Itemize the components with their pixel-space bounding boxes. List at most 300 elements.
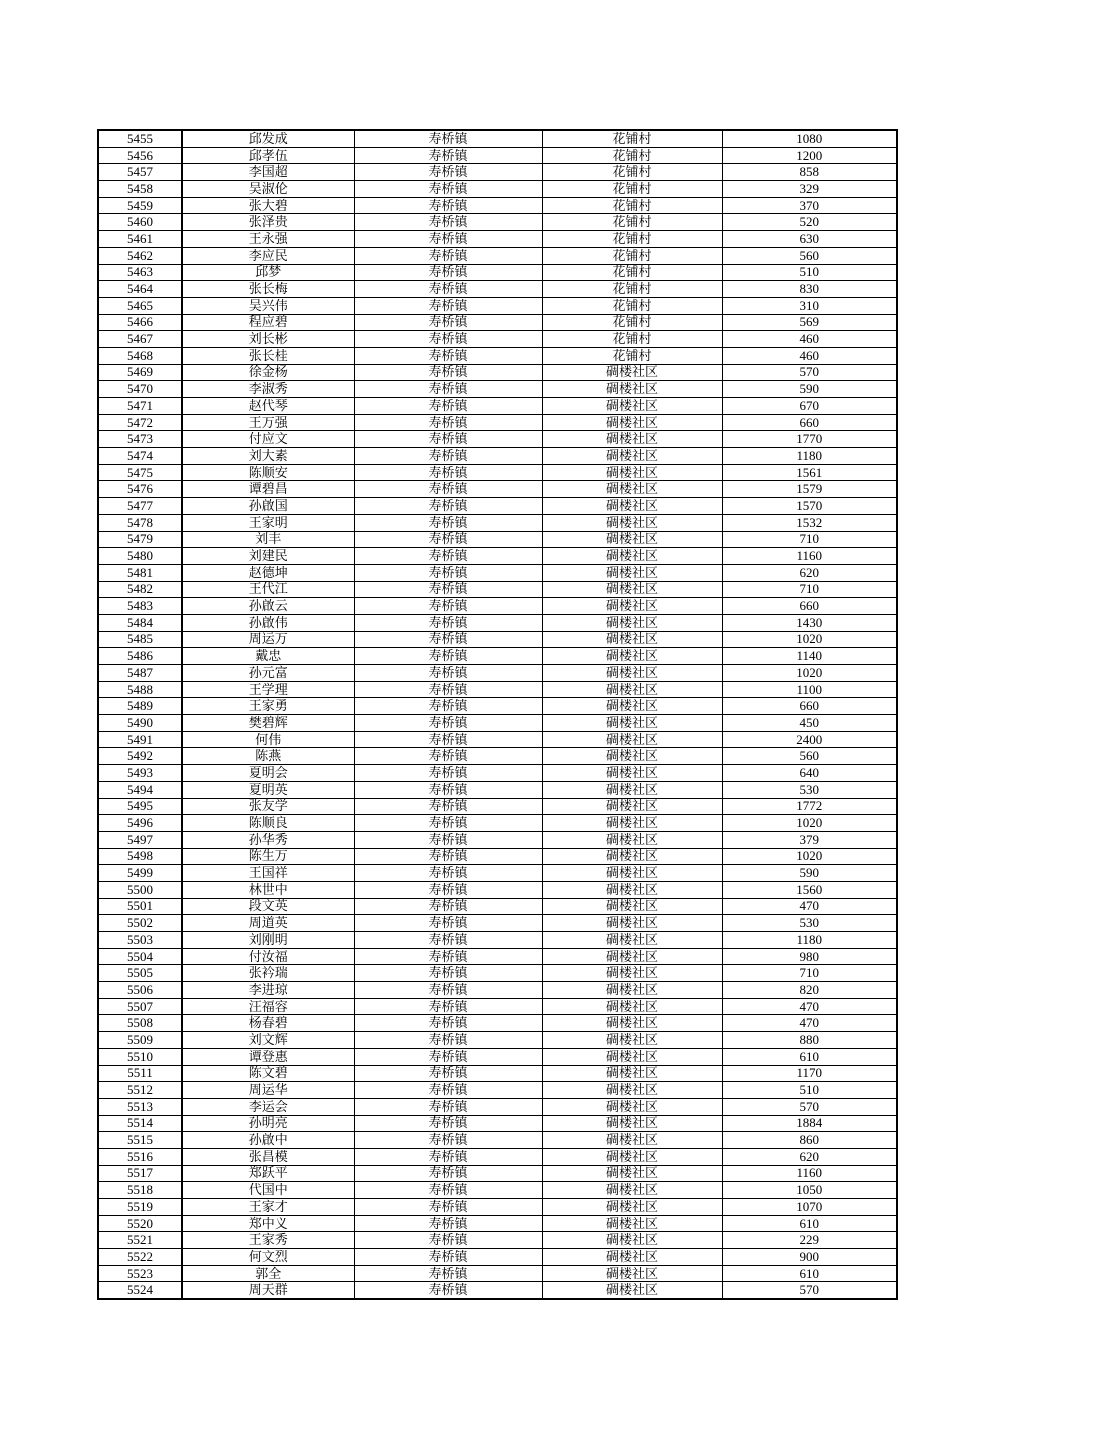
cell-amount: 460 bbox=[722, 347, 897, 364]
cell-row-number: 5484 bbox=[98, 614, 182, 631]
table-row bbox=[98, 347, 897, 364]
cell-amount: 610 bbox=[722, 1265, 897, 1282]
cell-town: 寿桥镇 bbox=[354, 281, 542, 298]
cell-person-name: 徐金杨 bbox=[182, 364, 354, 381]
cell-amount: 1560 bbox=[722, 881, 897, 898]
cell-town: 寿桥镇 bbox=[354, 865, 542, 882]
cell-amount: 1170 bbox=[722, 1065, 897, 1082]
cell-village: 碉楼社区 bbox=[542, 1148, 722, 1165]
cell-town: 寿桥镇 bbox=[354, 314, 542, 331]
cell-row-number: 5463 bbox=[98, 264, 182, 281]
cell-town: 寿桥镇 bbox=[354, 581, 542, 598]
cell-village: 碉楼社区 bbox=[542, 765, 722, 782]
table-row bbox=[98, 781, 897, 798]
cell-row-number: 5498 bbox=[98, 848, 182, 865]
table-row bbox=[98, 1048, 897, 1065]
cell-person-name: 刘刚明 bbox=[182, 932, 354, 949]
cell-person-name: 孙啟国 bbox=[182, 498, 354, 515]
table-row bbox=[98, 1115, 897, 1132]
cell-row-number: 5524 bbox=[98, 1282, 182, 1299]
cell-row-number: 5520 bbox=[98, 1215, 182, 1232]
cell-amount: 610 bbox=[722, 1048, 897, 1065]
cell-row-number: 5497 bbox=[98, 831, 182, 848]
cell-village: 碉楼社区 bbox=[542, 798, 722, 815]
table-row bbox=[98, 598, 897, 615]
cell-town: 寿桥镇 bbox=[354, 548, 542, 565]
cell-village: 碉楼社区 bbox=[542, 1265, 722, 1282]
cell-row-number: 5521 bbox=[98, 1232, 182, 1249]
cell-person-name: 张大碧 bbox=[182, 197, 354, 214]
cell-town: 寿桥镇 bbox=[354, 231, 542, 248]
table-row bbox=[98, 948, 897, 965]
table-row bbox=[98, 915, 897, 932]
cell-person-name: 樊碧辉 bbox=[182, 715, 354, 732]
table-row bbox=[98, 1182, 897, 1199]
cell-row-number: 5504 bbox=[98, 948, 182, 965]
cell-town: 寿桥镇 bbox=[354, 531, 542, 548]
cell-person-name: 王家明 bbox=[182, 514, 354, 531]
cell-row-number: 5517 bbox=[98, 1165, 182, 1182]
cell-town: 寿桥镇 bbox=[354, 848, 542, 865]
cell-row-number: 5518 bbox=[98, 1182, 182, 1199]
cell-row-number: 5467 bbox=[98, 331, 182, 348]
cell-amount: 1180 bbox=[722, 448, 897, 465]
cell-village: 花铺村 bbox=[542, 247, 722, 264]
cell-village: 碉楼社区 bbox=[542, 1098, 722, 1115]
cell-person-name: 王学理 bbox=[182, 681, 354, 698]
cell-row-number: 5489 bbox=[98, 698, 182, 715]
cell-row-number: 5511 bbox=[98, 1065, 182, 1082]
cell-person-name: 汪福容 bbox=[182, 998, 354, 1015]
table-row bbox=[98, 1232, 897, 1249]
table-row bbox=[98, 831, 897, 848]
cell-town: 寿桥镇 bbox=[354, 514, 542, 531]
cell-town: 寿桥镇 bbox=[354, 665, 542, 682]
cell-amount: 310 bbox=[722, 297, 897, 314]
cell-town: 寿桥镇 bbox=[354, 1182, 542, 1199]
table-row bbox=[98, 815, 897, 832]
cell-village: 碉楼社区 bbox=[542, 481, 722, 498]
cell-town: 寿桥镇 bbox=[354, 464, 542, 481]
cell-amount: 610 bbox=[722, 1215, 897, 1232]
table-row bbox=[98, 214, 897, 231]
cell-row-number: 5507 bbox=[98, 998, 182, 1015]
cell-amount: 1140 bbox=[722, 648, 897, 665]
cell-town: 寿桥镇 bbox=[354, 614, 542, 631]
cell-person-name: 王代江 bbox=[182, 581, 354, 598]
cell-village: 碉楼社区 bbox=[542, 1232, 722, 1249]
cell-village: 碉楼社区 bbox=[542, 831, 722, 848]
cell-amount: 229 bbox=[722, 1232, 897, 1249]
cell-person-name: 谭登惠 bbox=[182, 1048, 354, 1065]
table-row bbox=[98, 1015, 897, 1032]
table-row bbox=[98, 464, 897, 481]
cell-amount: 710 bbox=[722, 531, 897, 548]
cell-amount: 1200 bbox=[722, 147, 897, 164]
cell-person-name: 李国超 bbox=[182, 164, 354, 181]
cell-town: 寿桥镇 bbox=[354, 1282, 542, 1299]
cell-row-number: 5474 bbox=[98, 448, 182, 465]
cell-person-name: 周天群 bbox=[182, 1282, 354, 1299]
cell-person-name: 孙华秀 bbox=[182, 831, 354, 848]
cell-amount: 590 bbox=[722, 381, 897, 398]
cell-person-name: 吴淑伦 bbox=[182, 181, 354, 198]
cell-person-name: 程应碧 bbox=[182, 314, 354, 331]
cell-town: 寿桥镇 bbox=[354, 564, 542, 581]
table-row bbox=[98, 264, 897, 281]
cell-town: 寿桥镇 bbox=[354, 1232, 542, 1249]
table-row bbox=[98, 998, 897, 1015]
cell-town: 寿桥镇 bbox=[354, 1032, 542, 1049]
cell-town: 寿桥镇 bbox=[354, 264, 542, 281]
cell-person-name: 孙啟中 bbox=[182, 1132, 354, 1149]
cell-row-number: 5508 bbox=[98, 1015, 182, 1032]
cell-person-name: 孙元富 bbox=[182, 665, 354, 682]
cell-amount: 1080 bbox=[722, 130, 897, 147]
cell-person-name: 邱孝伍 bbox=[182, 147, 354, 164]
cell-person-name: 郑跃平 bbox=[182, 1165, 354, 1182]
cell-amount: 590 bbox=[722, 865, 897, 882]
cell-person-name: 张长梅 bbox=[182, 281, 354, 298]
cell-amount: 1160 bbox=[722, 548, 897, 565]
table-row bbox=[98, 848, 897, 865]
cell-amount: 560 bbox=[722, 247, 897, 264]
cell-town: 寿桥镇 bbox=[354, 147, 542, 164]
table-row bbox=[98, 414, 897, 431]
table-row bbox=[98, 1148, 897, 1165]
cell-town: 寿桥镇 bbox=[354, 748, 542, 765]
cell-row-number: 5494 bbox=[98, 781, 182, 798]
cell-town: 寿桥镇 bbox=[354, 1015, 542, 1032]
cell-row-number: 5512 bbox=[98, 1082, 182, 1099]
table-row bbox=[98, 681, 897, 698]
cell-person-name: 夏明会 bbox=[182, 765, 354, 782]
cell-row-number: 5491 bbox=[98, 731, 182, 748]
cell-row-number: 5465 bbox=[98, 297, 182, 314]
cell-town: 寿桥镇 bbox=[354, 364, 542, 381]
cell-amount: 820 bbox=[722, 982, 897, 999]
cell-amount: 830 bbox=[722, 281, 897, 298]
cell-row-number: 5488 bbox=[98, 681, 182, 698]
cell-village: 碉楼社区 bbox=[542, 1249, 722, 1266]
cell-amount: 1020 bbox=[722, 665, 897, 682]
cell-row-number: 5477 bbox=[98, 498, 182, 515]
cell-person-name: 林世中 bbox=[182, 881, 354, 898]
cell-amount: 1020 bbox=[722, 815, 897, 832]
table-row bbox=[98, 398, 897, 415]
cell-village: 花铺村 bbox=[542, 297, 722, 314]
table-row bbox=[98, 564, 897, 581]
cell-row-number: 5509 bbox=[98, 1032, 182, 1049]
cell-village: 碉楼社区 bbox=[542, 431, 722, 448]
table-row bbox=[98, 965, 897, 982]
cell-amount: 520 bbox=[722, 214, 897, 231]
cell-village: 花铺村 bbox=[542, 197, 722, 214]
cell-village: 碉楼社区 bbox=[542, 781, 722, 798]
cell-village: 碉楼社区 bbox=[542, 915, 722, 932]
cell-town: 寿桥镇 bbox=[354, 881, 542, 898]
cell-row-number: 5460 bbox=[98, 214, 182, 231]
cell-amount: 570 bbox=[722, 1282, 897, 1299]
cell-amount: 370 bbox=[722, 197, 897, 214]
cell-amount: 1050 bbox=[722, 1182, 897, 1199]
cell-town: 寿桥镇 bbox=[354, 1065, 542, 1082]
cell-amount: 1561 bbox=[722, 464, 897, 481]
cell-town: 寿桥镇 bbox=[354, 948, 542, 965]
cell-town: 寿桥镇 bbox=[354, 414, 542, 431]
table-row bbox=[98, 1215, 897, 1232]
cell-person-name: 刘长彬 bbox=[182, 331, 354, 348]
table-row bbox=[98, 881, 897, 898]
cell-amount: 1070 bbox=[722, 1199, 897, 1216]
cell-village: 碉楼社区 bbox=[542, 932, 722, 949]
cell-person-name: 郑中义 bbox=[182, 1215, 354, 1232]
cell-village: 碉楼社区 bbox=[542, 848, 722, 865]
cell-person-name: 李淑秀 bbox=[182, 381, 354, 398]
cell-village: 碉楼社区 bbox=[542, 1282, 722, 1299]
cell-amount: 1770 bbox=[722, 431, 897, 448]
table-row bbox=[98, 481, 897, 498]
table-row bbox=[98, 698, 897, 715]
table-row bbox=[98, 631, 897, 648]
cell-town: 寿桥镇 bbox=[354, 982, 542, 999]
cell-person-name: 陈顺安 bbox=[182, 464, 354, 481]
cell-person-name: 陈顺良 bbox=[182, 815, 354, 832]
table-row bbox=[98, 1165, 897, 1182]
table-row bbox=[98, 1265, 897, 1282]
cell-town: 寿桥镇 bbox=[354, 932, 542, 949]
cell-row-number: 5455 bbox=[98, 130, 182, 147]
cell-amount: 1020 bbox=[722, 848, 897, 865]
cell-village: 碉楼社区 bbox=[542, 1165, 722, 1182]
cell-village: 碉楼社区 bbox=[542, 1015, 722, 1032]
cell-amount: 620 bbox=[722, 564, 897, 581]
cell-town: 寿桥镇 bbox=[354, 431, 542, 448]
cell-town: 寿桥镇 bbox=[354, 1165, 542, 1182]
cell-amount: 470 bbox=[722, 898, 897, 915]
cell-person-name: 张衿瑞 bbox=[182, 965, 354, 982]
cell-amount: 530 bbox=[722, 915, 897, 932]
table-row bbox=[98, 531, 897, 548]
table-row bbox=[98, 715, 897, 732]
table-row bbox=[98, 281, 897, 298]
cell-village: 碉楼社区 bbox=[542, 598, 722, 615]
cell-row-number: 5487 bbox=[98, 665, 182, 682]
table-row bbox=[98, 932, 897, 949]
table-row bbox=[98, 614, 897, 631]
cell-row-number: 5485 bbox=[98, 631, 182, 648]
cell-amount: 1160 bbox=[722, 1165, 897, 1182]
cell-town: 寿桥镇 bbox=[354, 1132, 542, 1149]
cell-town: 寿桥镇 bbox=[354, 197, 542, 214]
cell-row-number: 5501 bbox=[98, 898, 182, 915]
cell-person-name: 代国中 bbox=[182, 1182, 354, 1199]
cell-village: 花铺村 bbox=[542, 281, 722, 298]
cell-town: 寿桥镇 bbox=[354, 765, 542, 782]
cell-amount: 900 bbox=[722, 1249, 897, 1266]
table-row bbox=[98, 231, 897, 248]
cell-amount: 710 bbox=[722, 965, 897, 982]
cell-person-name: 刘文辉 bbox=[182, 1032, 354, 1049]
cell-town: 寿桥镇 bbox=[354, 1249, 542, 1266]
cell-village: 碉楼社区 bbox=[542, 1132, 722, 1149]
cell-person-name: 周运华 bbox=[182, 1082, 354, 1099]
cell-amount: 530 bbox=[722, 781, 897, 798]
cell-village: 碉楼社区 bbox=[542, 614, 722, 631]
data-table bbox=[97, 129, 898, 1300]
cell-village: 碉楼社区 bbox=[542, 548, 722, 565]
table-row bbox=[98, 1249, 897, 1266]
cell-amount: 379 bbox=[722, 831, 897, 848]
cell-town: 寿桥镇 bbox=[354, 498, 542, 515]
cell-person-name: 刘建民 bbox=[182, 548, 354, 565]
cell-village: 碉楼社区 bbox=[542, 414, 722, 431]
cell-town: 寿桥镇 bbox=[354, 815, 542, 832]
table-body bbox=[98, 130, 897, 1299]
cell-village: 碉楼社区 bbox=[542, 1048, 722, 1065]
cell-person-name: 邱梦 bbox=[182, 264, 354, 281]
cell-village: 碉楼社区 bbox=[542, 464, 722, 481]
cell-row-number: 5505 bbox=[98, 965, 182, 982]
cell-amount: 660 bbox=[722, 414, 897, 431]
cell-village: 碉楼社区 bbox=[542, 998, 722, 1015]
cell-village: 碉楼社区 bbox=[542, 564, 722, 581]
table-row bbox=[98, 1082, 897, 1099]
cell-amount: 1570 bbox=[722, 498, 897, 515]
cell-row-number: 5466 bbox=[98, 314, 182, 331]
cell-amount: 660 bbox=[722, 598, 897, 615]
cell-village: 花铺村 bbox=[542, 264, 722, 281]
cell-village: 花铺村 bbox=[542, 347, 722, 364]
cell-village: 碉楼社区 bbox=[542, 865, 722, 882]
cell-row-number: 5461 bbox=[98, 231, 182, 248]
table-row bbox=[98, 731, 897, 748]
cell-row-number: 5515 bbox=[98, 1132, 182, 1149]
cell-person-name: 赵代琴 bbox=[182, 398, 354, 415]
cell-amount: 670 bbox=[722, 398, 897, 415]
cell-village: 碉楼社区 bbox=[542, 631, 722, 648]
cell-town: 寿桥镇 bbox=[354, 831, 542, 848]
cell-row-number: 5462 bbox=[98, 247, 182, 264]
cell-village: 碉楼社区 bbox=[542, 398, 722, 415]
cell-amount: 570 bbox=[722, 364, 897, 381]
cell-town: 寿桥镇 bbox=[354, 1215, 542, 1232]
cell-row-number: 5483 bbox=[98, 598, 182, 615]
cell-person-name: 陈燕 bbox=[182, 748, 354, 765]
cell-town: 寿桥镇 bbox=[354, 681, 542, 698]
table-row bbox=[98, 314, 897, 331]
cell-person-name: 杨春碧 bbox=[182, 1015, 354, 1032]
cell-town: 寿桥镇 bbox=[354, 798, 542, 815]
table-row bbox=[98, 1282, 897, 1299]
cell-row-number: 5493 bbox=[98, 765, 182, 782]
cell-person-name: 谭碧昌 bbox=[182, 481, 354, 498]
cell-row-number: 5486 bbox=[98, 648, 182, 665]
cell-village: 花铺村 bbox=[542, 231, 722, 248]
table-row bbox=[98, 1032, 897, 1049]
cell-row-number: 5500 bbox=[98, 881, 182, 898]
cell-village: 碉楼社区 bbox=[542, 448, 722, 465]
table-row bbox=[98, 1199, 897, 1216]
cell-row-number: 5473 bbox=[98, 431, 182, 448]
cell-person-name: 何文烈 bbox=[182, 1249, 354, 1266]
cell-town: 寿桥镇 bbox=[354, 1115, 542, 1132]
cell-row-number: 5476 bbox=[98, 481, 182, 498]
cell-row-number: 5469 bbox=[98, 364, 182, 381]
cell-village: 碉楼社区 bbox=[542, 698, 722, 715]
cell-person-name: 李运会 bbox=[182, 1098, 354, 1115]
cell-amount: 2400 bbox=[722, 731, 897, 748]
cell-amount: 460 bbox=[722, 331, 897, 348]
cell-row-number: 5472 bbox=[98, 414, 182, 431]
cell-town: 寿桥镇 bbox=[354, 347, 542, 364]
cell-town: 寿桥镇 bbox=[354, 247, 542, 264]
cell-row-number: 5523 bbox=[98, 1265, 182, 1282]
cell-row-number: 5516 bbox=[98, 1148, 182, 1165]
cell-town: 寿桥镇 bbox=[354, 1148, 542, 1165]
cell-village: 碉楼社区 bbox=[542, 364, 722, 381]
cell-amount: 1100 bbox=[722, 681, 897, 698]
cell-row-number: 5506 bbox=[98, 982, 182, 999]
cell-village: 碉楼社区 bbox=[542, 898, 722, 915]
cell-person-name: 邱发成 bbox=[182, 130, 354, 147]
cell-person-name: 王国祥 bbox=[182, 865, 354, 882]
cell-town: 寿桥镇 bbox=[354, 1098, 542, 1115]
cell-row-number: 5482 bbox=[98, 581, 182, 598]
cell-village: 碉楼社区 bbox=[542, 648, 722, 665]
cell-row-number: 5499 bbox=[98, 865, 182, 882]
cell-person-name: 王家勇 bbox=[182, 698, 354, 715]
cell-person-name: 刘大素 bbox=[182, 448, 354, 465]
cell-village: 碉楼社区 bbox=[542, 881, 722, 898]
cell-town: 寿桥镇 bbox=[354, 130, 542, 147]
cell-person-name: 付汝福 bbox=[182, 948, 354, 965]
cell-town: 寿桥镇 bbox=[354, 781, 542, 798]
cell-village: 碉楼社区 bbox=[542, 948, 722, 965]
cell-village: 碉楼社区 bbox=[542, 1032, 722, 1049]
cell-row-number: 5510 bbox=[98, 1048, 182, 1065]
cell-village: 碉楼社区 bbox=[542, 731, 722, 748]
table-row bbox=[98, 164, 897, 181]
cell-town: 寿桥镇 bbox=[354, 214, 542, 231]
table-row bbox=[98, 982, 897, 999]
cell-amount: 860 bbox=[722, 1132, 897, 1149]
cell-village: 碉楼社区 bbox=[542, 1182, 722, 1199]
table-row bbox=[98, 364, 897, 381]
table-row bbox=[98, 1132, 897, 1149]
cell-row-number: 5481 bbox=[98, 564, 182, 581]
cell-village: 花铺村 bbox=[542, 147, 722, 164]
cell-village: 碉楼社区 bbox=[542, 715, 722, 732]
cell-village: 花铺村 bbox=[542, 314, 722, 331]
cell-amount: 880 bbox=[722, 1032, 897, 1049]
cell-town: 寿桥镇 bbox=[354, 698, 542, 715]
cell-town: 寿桥镇 bbox=[354, 898, 542, 915]
cell-row-number: 5468 bbox=[98, 347, 182, 364]
table-row bbox=[98, 448, 897, 465]
cell-person-name: 何伟 bbox=[182, 731, 354, 748]
cell-row-number: 5458 bbox=[98, 181, 182, 198]
cell-row-number: 5459 bbox=[98, 197, 182, 214]
cell-person-name: 陈文碧 bbox=[182, 1065, 354, 1082]
cell-village: 碉楼社区 bbox=[542, 815, 722, 832]
cell-village: 碉楼社区 bbox=[542, 681, 722, 698]
cell-person-name: 李进琼 bbox=[182, 982, 354, 999]
cell-amount: 510 bbox=[722, 264, 897, 281]
table-row bbox=[98, 431, 897, 448]
table-row bbox=[98, 581, 897, 598]
cell-amount: 980 bbox=[722, 948, 897, 965]
